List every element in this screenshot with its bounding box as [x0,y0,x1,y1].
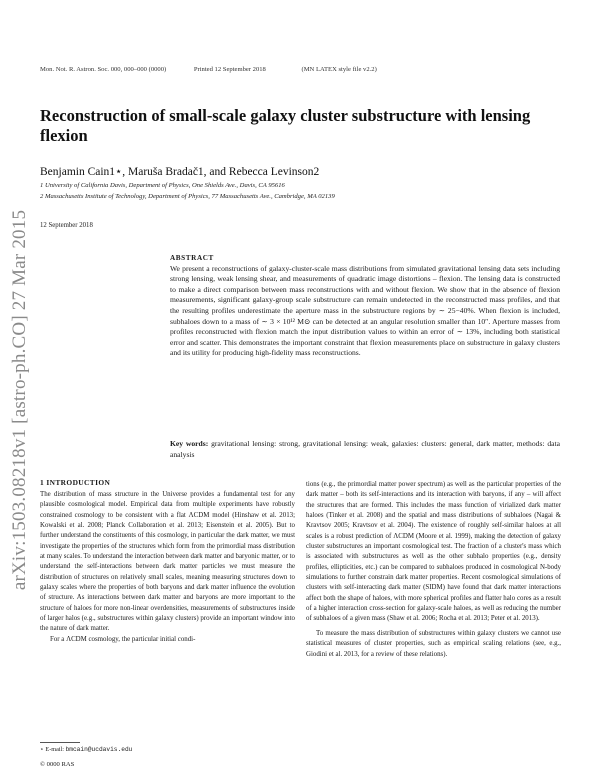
running-header [40,66,560,73]
intro-paragraph: For a ΛCDM cosmology, the particular initial condi- [50,635,196,643]
affiliation-2: 2 Massachusetts Institute of Technology, Department of Physics, 77 Massachusetts Ave., Cambridge, MA 02139 [40,193,335,200]
keywords-text: gravitational lensing: strong, gravitational lensing: weak, galaxies: clusters: general, dark matter, methods: data analysis [170,439,560,459]
abstract-block [170,253,560,359]
keywords-block [170,439,560,460]
footnote-label: ⋆ E-mail: [40,746,64,753]
intro-column-right [306,480,561,660]
printed-date: Printed 12 September 2018 [193,66,266,73]
author-list: Benjamin Cain1⋆, Maruša Bradač1, and Rebecca Levinson2 [40,166,320,178]
intro-column-left [40,490,295,645]
paper-title: Reconstruction of small-scale galaxy cluster substructure with lensing flexion [40,106,531,145]
footnote-rule [40,742,80,743]
affiliation-1: 1 University of California Davis, Department of Physics, One Shields Ave., Davis, CA 95616 [40,182,285,189]
keywords-label: Key words: [170,439,209,448]
journal-reference: Mon. Not. R. Astron. Soc. 000, 000–000 (0000) [40,66,167,73]
section-heading-introduction: 1 INTRODUCTION [40,478,111,487]
intro-paragraph: To measure the mass distribution of substructures within galaxy clusters we cannot use statistical measures of cluster properties, such as empirical scaling relations (see, e.g., Giodini et al. 2013, for a review of these relations). [306,629,561,658]
abstract-heading: ABSTRACT [170,254,214,262]
abstract-text: We present a reconstructions of galaxy-cluster-scale mass distributions from simulated gravitational lensing data sets including strong lensing, weak lensing shear, and measurements of quadratic image distortions – flexion. The lensing data is constructed to make a direct comparison between mass reconstructions with and without flexion. We show that in the absence of flexion measurements, significant galaxy-group scale substructure can remain undetected in the reconstructed mass profiles, and that the resulting profiles underestimate the aperture mass in the substructure regions by ∼ 25−40%. When flexion is included, subhaloes down to a mass of ∼ 3 × 10¹² M⊙ can be detected at an angular resolution smaller than 10″. Aperture masses from profiles reconstructed with flexion match the input distribution values to within an error of ∼ 13%, including both statistical error and scatter. This demonstrates the important constraint that flexion measurements place on substructure in galaxy clusters and its utility for producing high-fidelity mass reconstructions. [170,263,560,358]
footnote [40,746,132,753]
intro-paragraph: tions (e.g., the primordial matter power spectrum) as well as the particular properties of the dark matter – both its self-interactions and its interaction with baryons, if any – will affect the structures that are formed. This includes the mass function of virialized dark matter haloes (Tinker et al. 2008) and the spatial and mass distributions of subhaloes (Nagai & Kravtsov 2005; Kravtsov et al. 2004). The existence of roughly self-similar haloes at all scales is a robust prediction of ΛCDM (Moore et al. 1999), making the detection of galaxy cluster substructures an important cosmological test. The fraction of a cluster's mass which is associated with substructures as well as the other subhalo properties (e.g., density profiles, ellipticities, etc.) can be compared to subhaloes produced in cosmological N-body simulations to further constrain dark matter properties. Recent cosmological simulations of clusters with self-interacting dark matter (SIDM) have found that dark matter interactions affect both the shape of haloes, with more spherical profiles and flatter halo cores as a result of a higher interaction cross-section for galaxy-scale haloes, as well as reducing the number of subhaloes of a given mass (Shaw et al. 2006; Rocha et al. 2013; Peter et al. 2013). [306,481,561,623]
arxiv-identifier: arXiv:1503.08218v1 [astro-ph.CO] 27 Mar 2015 [9,209,30,591]
arxiv-sidebar [0,190,40,610]
paper-date: 12 September 2018 [40,222,93,229]
intro-paragraph: The distribution of mass structure in the Universe provides a fundamental test for any plausible cosmological model. Empirical data from multiple experiments have robustly constrained cosmology to be consistent with a flat ΛCDM model (Hinshaw et al. 2013; Kowalski et al. 2008; Planck Collaboration et al. 2013; Eisenstein et al. 2005). But to further understand the constituents of this cosmology, in particular the dark matter, we must investigate the properties of the structures which form from the primordial mass distribution at many scales. To understand the interaction between dark matter and baryonic matter, or to understand the self-interactions between dark matter particles we must measure the distribution of structures on relatively small scales, meaning measuring structures down to galaxy scales where the properties of both baryons and dark matter influence the evolution of structure. As interactions between dark matter and baryons are more important to the structure of haloes for more non-linear overdensities, measurements of substructures inside of larger halos (e.g., substructures within galaxy clusters) provide an important window into the nature of dark matter. [40,491,295,633]
copyright-notice: © 0000 RAS [40,761,75,768]
style-file-note: (MN LATEX style file v2.2) [301,66,377,73]
author-email: bmcain@ucdavis.edu [65,746,133,753]
